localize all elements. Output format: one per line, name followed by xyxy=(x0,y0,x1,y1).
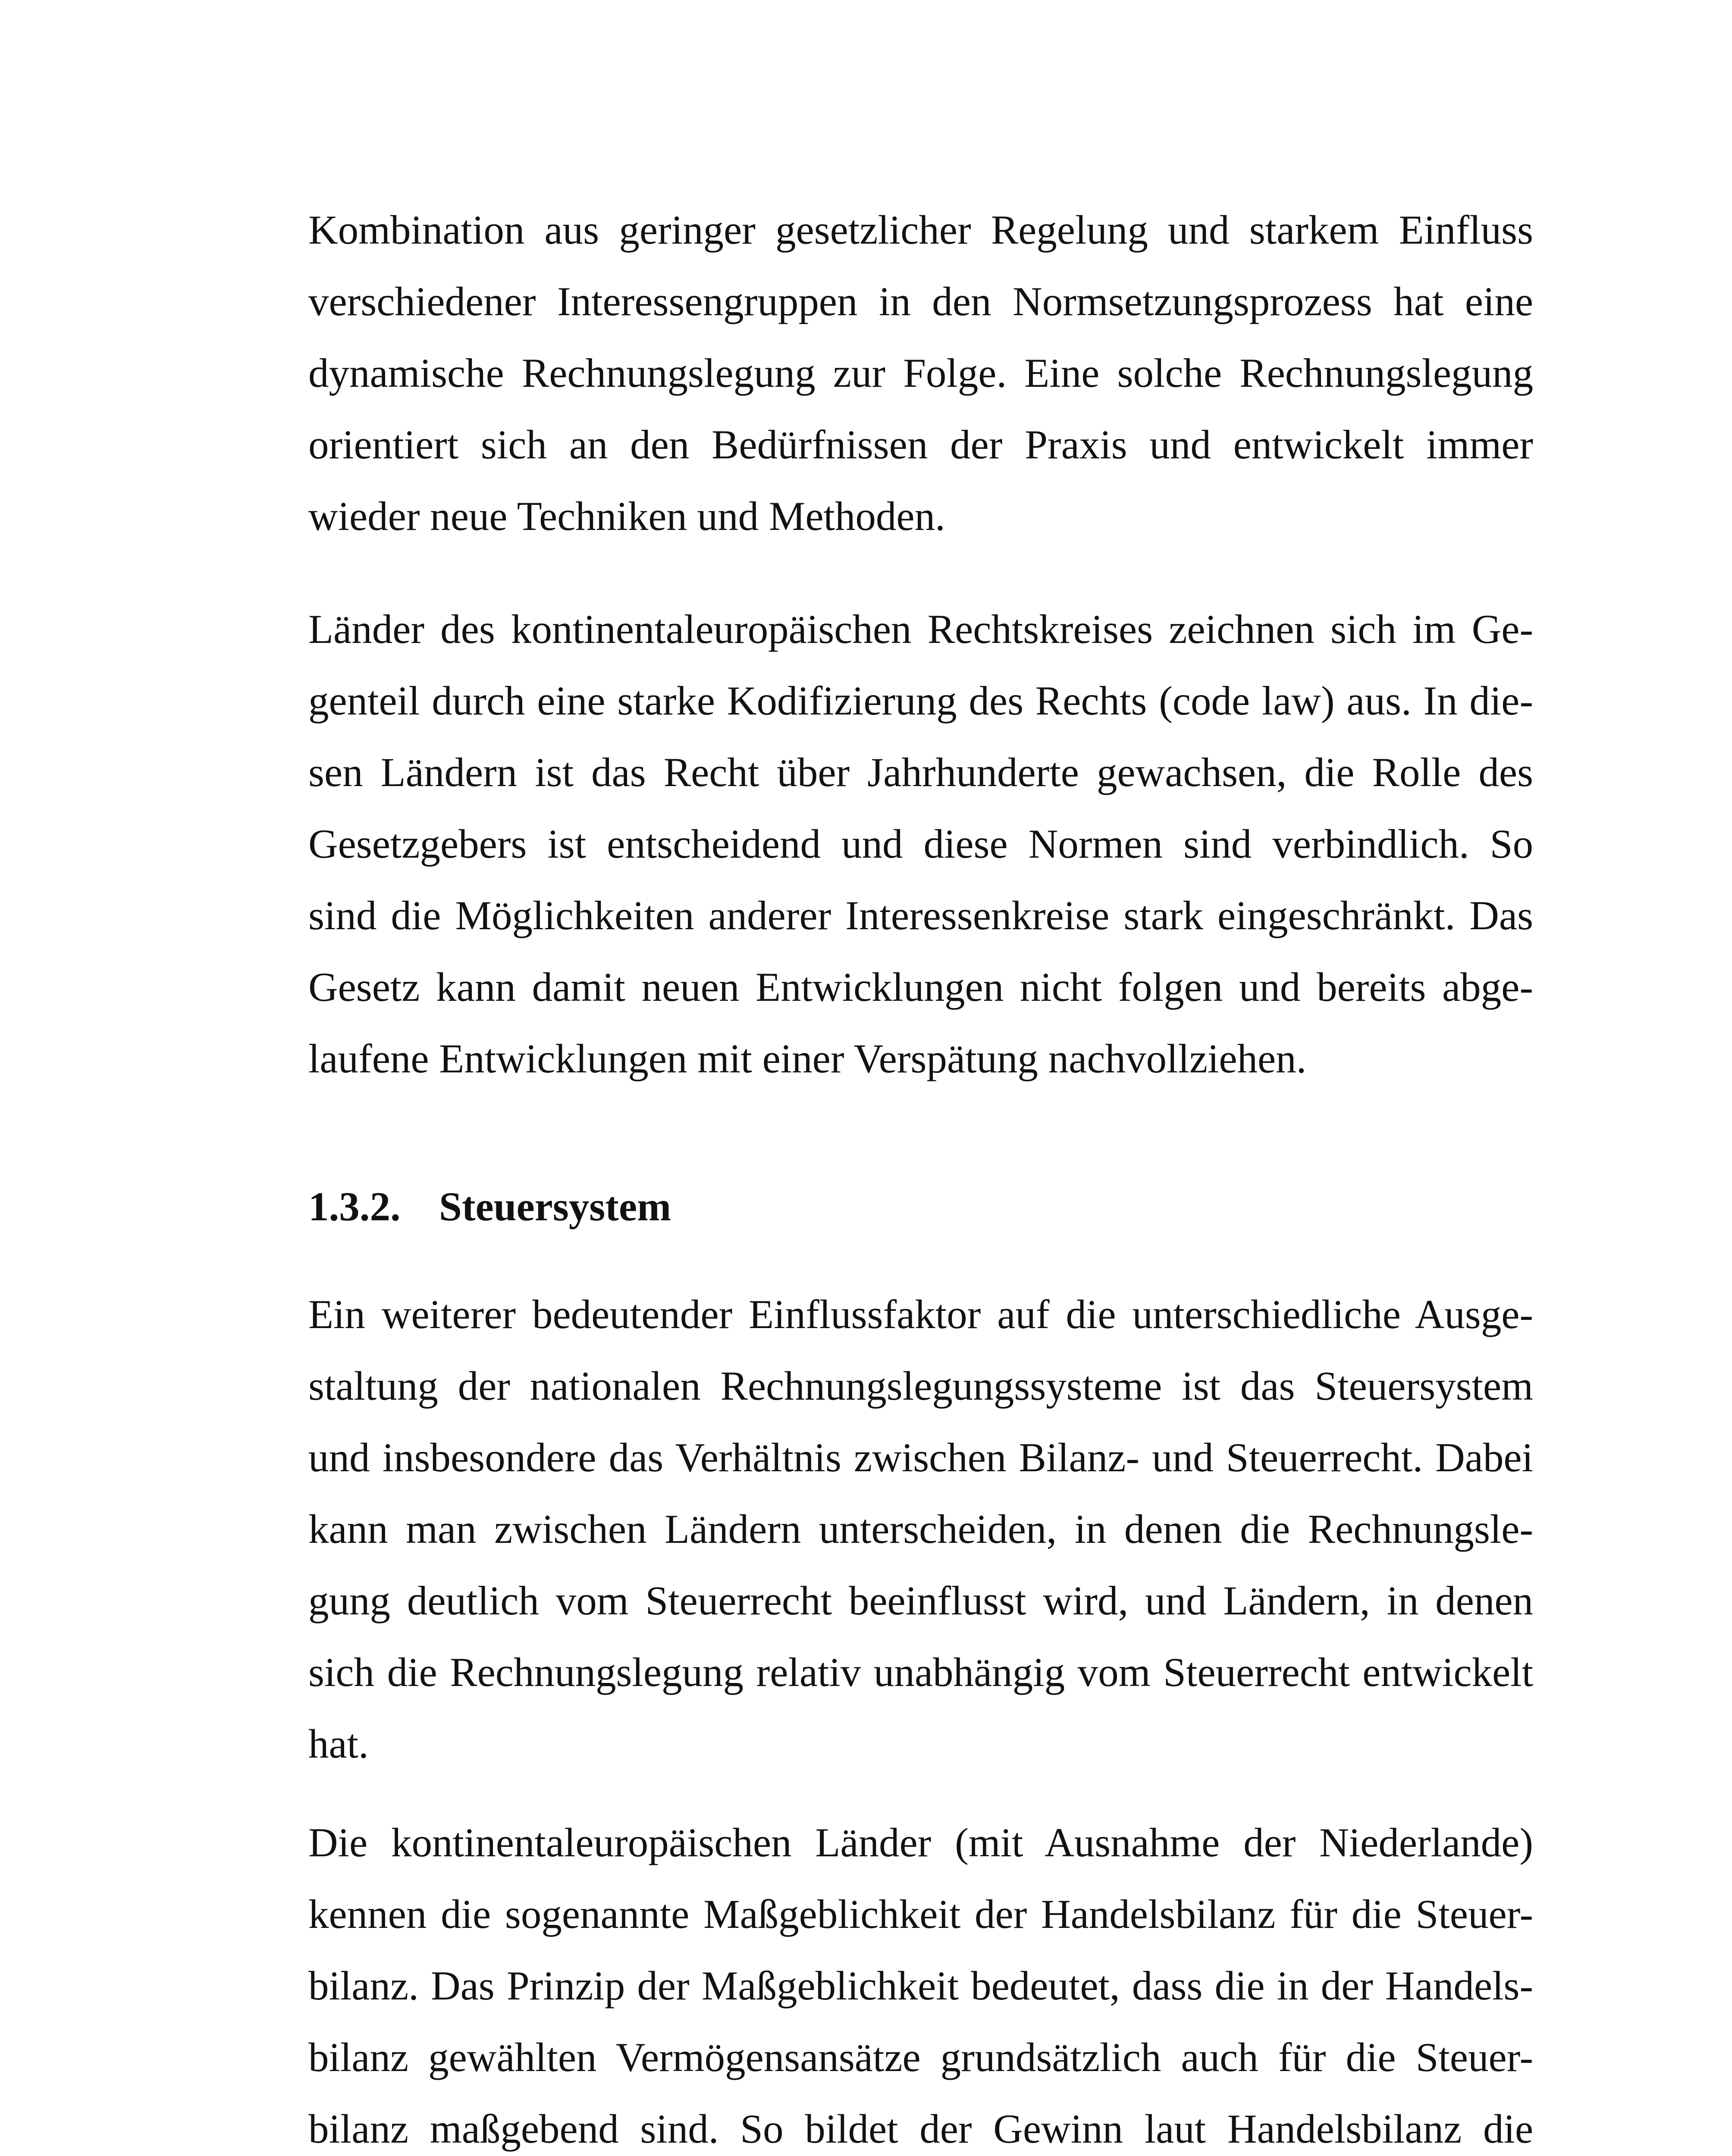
paragraph-line: und insbesondere das Verhältnis zwischen Bilanz- und Steuerrecht. Dabei xyxy=(308,1435,1533,1480)
paragraph-4 xyxy=(308,1807,1533,2156)
paragraph-1 xyxy=(308,194,1533,552)
paragraph-line: Gesetz kann damit neuen Entwicklungen nicht folgen und bereits abge- xyxy=(308,964,1533,1010)
paragraph-line: verschiedener Interessengruppen in den Normsetzungsprozess hat eine xyxy=(308,279,1533,324)
paragraph-line: bilanz. Das Prinzip der Maßgeblichkeit bedeutet, dass die in der Handels- xyxy=(308,1963,1533,2009)
paragraph-3 xyxy=(308,1279,1533,1780)
paragraph-line: bilanz gewählten Vermögensansätze grundsätzlich auch für die Steuer- xyxy=(308,2034,1533,2080)
paragraph-2 xyxy=(308,593,1533,1094)
paragraph-line: orientiert sich an den Bedürfnissen der Praxis und entwickelt immer xyxy=(308,422,1533,467)
paragraph-line: hat. xyxy=(308,1721,369,1767)
paragraph-line: gung deutlich vom Steuerrecht beeinflusst wird, und Ländern, in denen xyxy=(308,1578,1533,1623)
paragraph-line: kennen die sogenannte Maßgeblichkeit der Handelsbilanz für die Steuer- xyxy=(308,1891,1533,1937)
paragraph-line: kann man zwischen Ländern unterscheiden, in denen die Rechnungsle- xyxy=(308,1506,1533,1552)
paragraph-line: Die kontinentaleuropäischen Länder (mit Ausnahme der Niederlande) xyxy=(308,1820,1533,1865)
paragraph-line: dynamische Rechnungslegung zur Folge. Eine solche Rechnungslegung xyxy=(308,350,1533,396)
section-heading xyxy=(308,1171,671,1242)
section-title: Steuersystem xyxy=(439,1184,671,1229)
paragraph-line: sich die Rechnungslegung relativ unabhängig vom Steuerrecht entwickelt xyxy=(308,1649,1533,1695)
paragraph-line: Länder des kontinentaleuropäischen Rechtskreises zeichnen sich im Ge- xyxy=(308,606,1533,652)
paragraph-line: Gesetzgebers ist entscheidend und diese Normen sind verbindlich. So xyxy=(308,821,1533,867)
paragraph-line: bilanz maßgebend sind. So bildet der Gewinn laut Handelsbilanz die xyxy=(308,2106,1533,2152)
paragraph-line: sen Ländern ist das Recht über Jahrhunderte gewachsen, die Rolle des xyxy=(308,749,1533,795)
paragraph-line: staltung der nationalen Rechnungslegungssysteme ist das Steuersystem xyxy=(308,1363,1533,1409)
paragraph-line: sind die Möglichkeiten anderer Interessenkreise stark eingeschränkt. Das xyxy=(308,893,1533,938)
paragraph-line: Ein weiterer bedeutender Einflussfaktor auf die unterschiedliche Ausge- xyxy=(308,1291,1533,1337)
paragraph-line: wieder neue Techniken und Methoden. xyxy=(308,493,945,539)
section-number: 1.3.2. xyxy=(308,1184,401,1229)
paragraph-line: laufene Entwicklungen mit einer Verspätung nachvollziehen. xyxy=(308,1036,1307,1081)
paragraph-line: Kombination aus geringer gesetzlicher Regelung und starkem Einfluss xyxy=(308,207,1533,253)
paragraph-line: genteil durch eine starke Kodifizierung des Rechts (code law) aus. In die- xyxy=(308,678,1533,724)
